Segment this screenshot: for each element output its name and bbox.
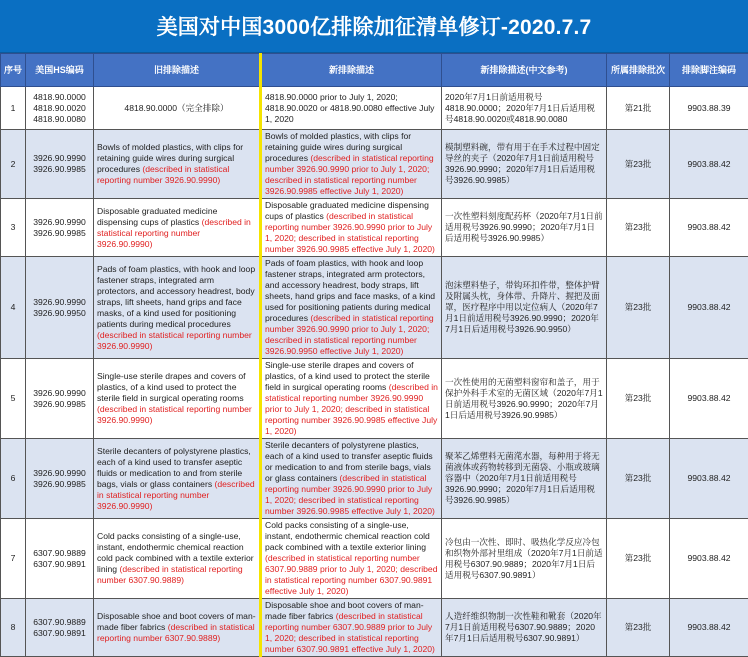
batch: 第23批 — [607, 359, 670, 439]
batch: 第23批 — [607, 130, 670, 199]
hs-codes: 4818.90.0000 4818.90.0020 4818.90.0080 — [26, 87, 94, 130]
header-footnote: 排除脚注编码 — [670, 54, 748, 87]
footnote-code: 9903.88.39 — [670, 87, 748, 130]
header-batch: 所属排除批次 — [607, 54, 670, 87]
batch: 第21批 — [607, 87, 670, 130]
old-description: Sterile decanters of polystyrene plastics, each of a kind used to transfer aseptic fluids or medication to and from sterile bags, vials or glass containers (described in statistical reporting number 3926.90.9990) — [94, 439, 261, 519]
exclusion-table — [0, 53, 748, 657]
footnote-code: 9903.88.42 — [670, 359, 748, 439]
new-description: Sterile decanters of polystyrene plastics, each of a kind used to transfer aseptic fluids or medication to and from sterile bags, vials or glass containers (described in statistical reporting number 3926.90.9990 prior to July 1, 2020; described in statistical reporting number 3926.90.9985 effective July 1, 2020) — [261, 439, 442, 519]
page-title: 美国对中国3000亿排除加征清单修订-2020.7.7 — [0, 0, 748, 53]
old-description: Single-use sterile drapes and covers of plastics, of a kind used to protect the sterile field in surgical operating rooms (described in statistical reporting number 3926.90.9990) — [94, 359, 261, 439]
row-number: 2 — [1, 130, 26, 199]
old-description: 4818.90.0000（完全排除） — [94, 87, 261, 130]
table-row — [1, 130, 748, 199]
new-description: Disposable shoe and boot covers of man-made fiber fabrics (described in statistical reporting number 6307.90.9889 prior to July 1, 2020; described in statistical reporting number 6307.90.9891 effective July 1, 2020) — [261, 599, 442, 657]
new-description: 4818.90.0000 prior to July 1, 2020; 4818.90.0020 or 4818.90.0080 effective July 1, 2020 — [261, 87, 442, 130]
new-description: Pads of foam plastics, with hook and loop fastener straps, integrated arm protectors, and accessory headrest, body straps, lift sheets, hand grips and face masks, of a kind used for positioning patients during medical procedures (described in statistical reporting number 3926.90.9990 prior to July 1, 2020; described in statistical reporting number 3926.90.9950 effective July 1, 2020) — [261, 257, 442, 359]
row-number: 6 — [1, 439, 26, 519]
cn-description: 一次性使用的无菌塑料窗帘和盖子，用于保护外科手术室的无菌区域（2020年7月1日前适用税号3926.90.9990；2020年7月1日后适用税号3926.90.9985） — [442, 359, 607, 439]
new-description: Single-use sterile drapes and covers of plastics, of a kind used to protect the sterile field in surgical operating rooms (described in statistical reporting number 3926.90.9990 prior to July 1, 2020; described in statistical reporting number 3926.90.9985 effective July 1, 2020) — [261, 359, 442, 439]
new-description: Cold packs consisting of a single-use, instant, endothermic chemical reaction cold pack combined with a textile exterior lining (described in statistical reporting number 6307.90.9889 prior to July 1, 2020; described in statistical reporting number 6307.90.9891 effective July 1, 2020) — [261, 519, 442, 599]
footnote-code: 9903.88.42 — [670, 599, 748, 657]
header-no: 序号 — [1, 54, 26, 87]
row-number: 1 — [1, 87, 26, 130]
table-row — [1, 599, 748, 657]
header-cn-desc: 新排除描述(中文参考) — [442, 54, 607, 87]
hs-codes: 3926.90.9990 3926.90.9985 — [26, 130, 94, 199]
old-description: Cold packs consisting of a single-use, instant, endothermic chemical reaction cold pack combined with a textile exterior lining (described in statistical reporting number 6307.90.9889) — [94, 519, 261, 599]
row-number: 5 — [1, 359, 26, 439]
hs-codes: 3926.90.9990 3926.90.9985 — [26, 439, 94, 519]
batch: 第23批 — [607, 439, 670, 519]
footnote-code: 9903.88.42 — [670, 199, 748, 257]
header-hs-code: 美国HS编码 — [26, 54, 94, 87]
table-row — [1, 359, 748, 439]
table-row — [1, 519, 748, 599]
new-description: Disposable graduated medicine dispensing cups of plastics (described in statistical reporting number 3926.90.9990 prior to July 1, 2020; described in statistical reporting number 3926.90.9985 effective July 1, 2020) — [261, 199, 442, 257]
row-number: 3 — [1, 199, 26, 257]
table-row — [1, 439, 748, 519]
new-description: Bowls of molded plastics, with clips for retaining guide wires during surgical procedures (described in statistical reporting number 3926.90.9990 prior to July 1, 2020; described in statistical reporting number 3926.90.9985 effective July 1, 2020) — [261, 130, 442, 199]
header-row — [1, 54, 748, 87]
hs-codes: 6307.90.9889 6307.90.9891 — [26, 599, 94, 657]
footnote-code: 9903.88.42 — [670, 439, 748, 519]
footnote-code: 9903.88.42 — [670, 130, 748, 199]
batch: 第23批 — [607, 199, 670, 257]
cn-description: 人造纤维织物制一次性鞋和靴套（2020年7月1日前适用税号6307.90.9889；2020年7月1日后适用税号6307.90.9891） — [442, 599, 607, 657]
batch: 第23批 — [607, 519, 670, 599]
old-description: Disposable graduated medicine dispensing cups of plastics (described in statistical reporting number 3926.90.9990) — [94, 199, 261, 257]
header-old-desc: 旧排除描述 — [94, 54, 261, 87]
cn-description: 2020年7月1日前适用税号4818.90.0000；2020年7月1日后适用税号4818.90.0020或4818.90.0080 — [442, 87, 607, 130]
footnote-code: 9903.88.42 — [670, 257, 748, 359]
batch: 第23批 — [607, 257, 670, 359]
row-number: 8 — [1, 599, 26, 657]
cn-description: 模制塑料碗，带有用于在手术过程中固定导丝的夹子（2020年7月1日前适用税号3926.90.9990；2020年7月1日后适用税号3926.90.9985） — [442, 130, 607, 199]
cn-description: 一次性塑料刻度配药杯（2020年7月1日前适用税号3926.90.9990；2020年7月1日后适用税号3926.90.9985） — [442, 199, 607, 257]
old-description: Bowls of molded plastics, with clips for retaining guide wires during surgical procedures (described in statistical reporting number 3926.90.9990) — [94, 130, 261, 199]
table-row — [1, 87, 748, 130]
old-description: Disposable shoe and boot covers of man-made fiber fabrics (described in statistical reporting number 6307.90.9889) — [94, 599, 261, 657]
header-new-desc: 新排除描述 — [261, 54, 442, 87]
hs-codes: 6307.90.9889 6307.90.9891 — [26, 519, 94, 599]
row-number: 7 — [1, 519, 26, 599]
cn-description: 冷包由一次性、即时、吸热化学反应冷包和织物外部衬里组成（2020年7月1日前适用税号6307.90.9889；2020年7月1日后适用税号6307.90.9891） — [442, 519, 607, 599]
hs-codes: 3926.90.9990 3926.90.9950 — [26, 257, 94, 359]
cn-description: 泡沫塑料垫子，带钩环扣件带，整体护臂及附属头枕，身体带、升降片、握把及面罩，医疗程序中用以定位病人（2020年7月1日前适用税号3926.90.9990；2020年7月1日后适用税号3926.90.9950） — [442, 257, 607, 359]
old-description: Pads of foam plastics, with hook and loop fastener straps, integrated arm protectors, and accessory headrest, body straps, lift sheets, hand grips and face masks, of a kind used for positioning patients during medical procedures (described in statistical reporting number 3926.90.9990) — [94, 257, 261, 359]
table-row — [1, 257, 748, 359]
table-row — [1, 199, 748, 257]
hs-codes: 3926.90.9990 3926.90.9985 — [26, 359, 94, 439]
row-number: 4 — [1, 257, 26, 359]
cn-description: 聚苯乙烯塑料无菌滗水器，每种用于将无菌液体或药物转移到无菌袋、小瓶或玻璃容器中（2020年7月1日前适用税号3926.90.9990；2020年7月1日后适用税号3926.90.9985） — [442, 439, 607, 519]
footnote-code: 9903.88.42 — [670, 519, 748, 599]
batch: 第23批 — [607, 599, 670, 657]
hs-codes: 3926.90.9990 3926.90.9985 — [26, 199, 94, 257]
